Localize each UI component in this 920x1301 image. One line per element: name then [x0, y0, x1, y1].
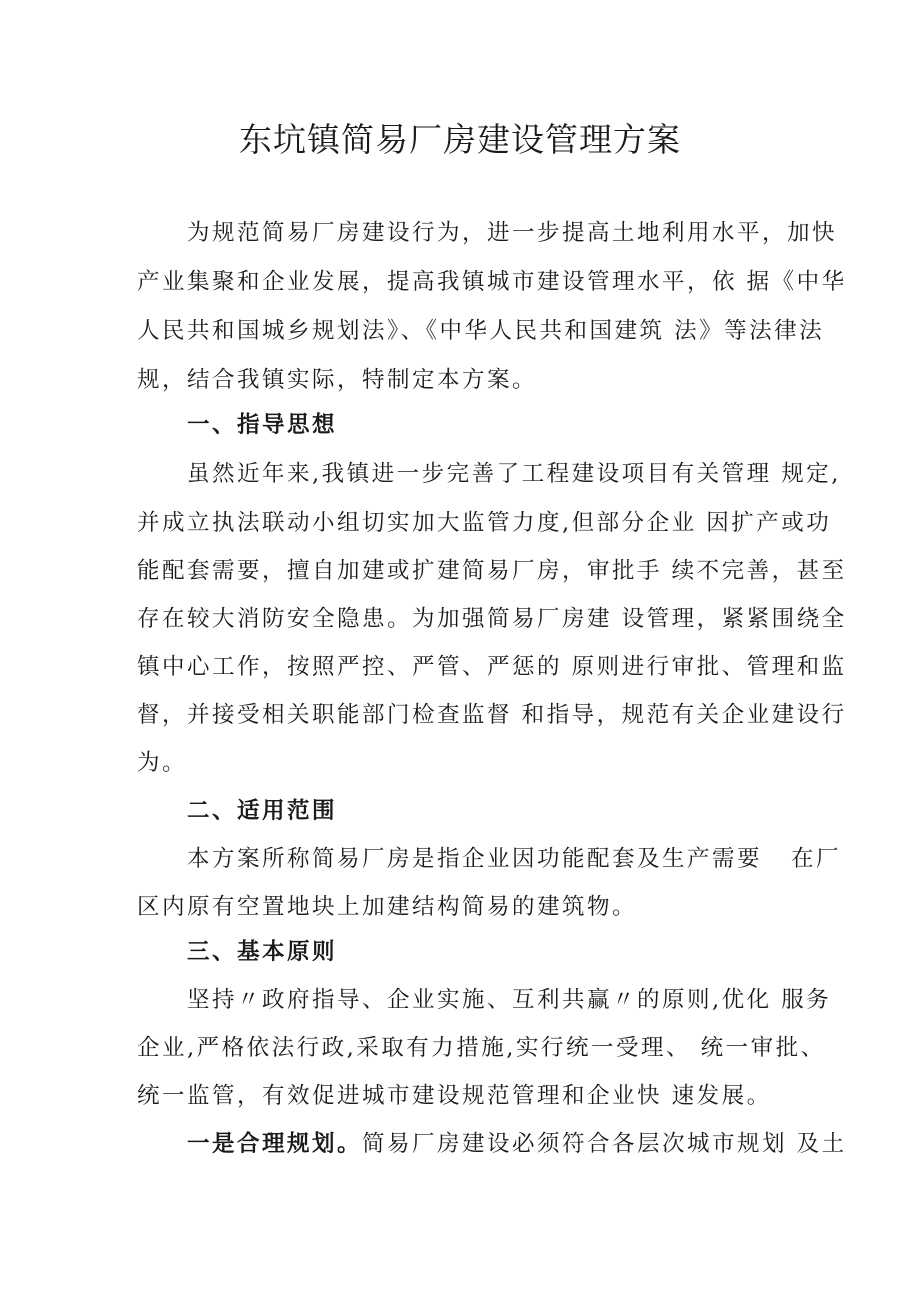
body-line: 区内原有空置地块上加建结构简易的建筑物。 [137, 894, 638, 920]
principle-one-text: 简易厂房建设必须符合各层次城市规划 及土 [362, 1131, 847, 1157]
body-line: 为。 [137, 750, 188, 776]
body-line: 并成立执法联动小组切实加大监管力度,但部分企业 因扩产或功 [137, 510, 832, 536]
document-title: 东坑镇简易厂房建设管理方案 [239, 120, 681, 159]
body-line: 虽然近年来,我镇进一步完善了工程建设项目有关管理 规定, [187, 461, 841, 487]
body-line: 坚持〃政府指导、企业实施、互利共赢〃的原则,优化 服务 [187, 987, 832, 1013]
body-line: 能配套需要，擅自加建或扩建简易厂房，审批手 续不完善，甚至 [137, 558, 847, 584]
section-heading-scope: 二、适用范围 [187, 798, 338, 824]
body-line: 为规范简易厂房建设行为，进一步提高土地利用水平，加快 [187, 220, 838, 246]
body-line: 督，并接受相关职能部门检查监督 和指导，规范有关企业建设行 [137, 702, 847, 728]
body-line: 人民共和国城乡规划法》、《中华人民共和国建筑 法》等法律法 [137, 318, 825, 344]
body-line-principle-one [187, 1124, 847, 1164]
body-line: 镇中心工作，按照严控、严管、严惩的 原则进行审批、管理和监 [137, 654, 847, 680]
principle-one-label: 一是合理规划。 [187, 1131, 363, 1157]
body-line: 存在较大消防安全隐患。为加强简易厂房建 设管理，紧紧围绕全 [137, 606, 847, 632]
body-line: 产业集聚和企业发展，提高我镇城市建设管理水平，依 据《中华 [137, 269, 847, 295]
body-line: 统一监管，有效促进城市建设规范管理和企业快 速发展。 [137, 1083, 772, 1109]
section-heading-guiding-thought: 一、指导思想 [187, 412, 338, 438]
body-line: 企业,严格依法行政,采取有力措施,实行统一受理、 统一审批、 [137, 1035, 826, 1061]
body-line: 规，结合我镇实际，特制定本方案。 [137, 367, 538, 393]
section-heading-principles: 三、基本原则 [187, 939, 338, 965]
body-line: 本方案所称简易厂房是指企业因功能配套及生产需要 在厂 [187, 846, 841, 872]
